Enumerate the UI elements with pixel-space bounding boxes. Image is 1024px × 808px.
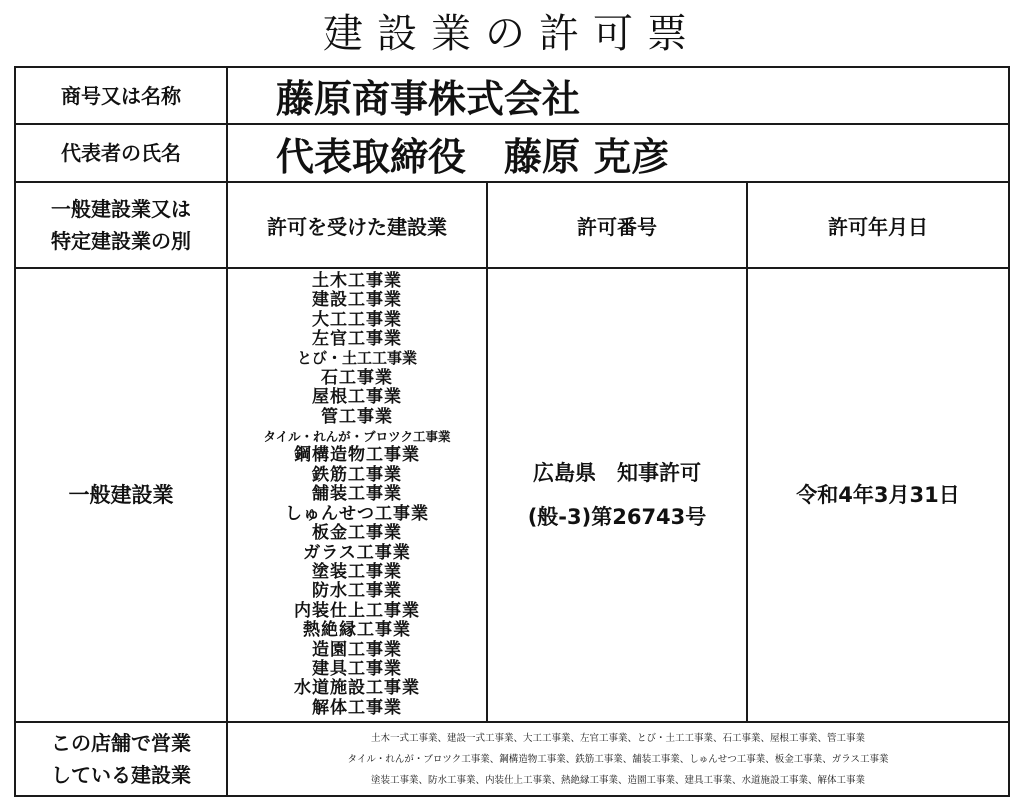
representative-value: 代表取締役 藤原 克彦 xyxy=(227,124,1009,182)
license-number-value xyxy=(487,268,747,722)
licensed-business-item: 防水工事業 xyxy=(312,581,402,602)
company-name-row xyxy=(15,67,1009,124)
category-label-line1: 一般建設業又は xyxy=(51,197,191,221)
shop-business-label xyxy=(15,722,227,796)
shop-label-line2: している建設業 xyxy=(51,763,191,787)
shop-business-line: 塗装工事業、防水工事業、内装仕上工事業、熱絶縁工事業、造園工事業、建具工事業、水道施設工事業、解体工事業 xyxy=(371,774,866,786)
licensed-business-item: タイル・れんが・ブロツク工事業 xyxy=(263,429,451,445)
licensed-business-item: ガラス工事業 xyxy=(303,542,411,563)
licensed-business-item: 建具工事業 xyxy=(312,658,402,679)
licensed-business-item: とび・土工工事業 xyxy=(296,349,417,368)
licensed-business-list xyxy=(228,272,486,718)
licensed-business-item: 大工工事業 xyxy=(312,309,402,330)
license-number-line1: 広島県 知事許可 xyxy=(533,461,701,485)
licensed-business-item: 舗装工事業 xyxy=(312,484,402,505)
representative-row xyxy=(15,124,1009,182)
licensed-business-cell xyxy=(227,268,487,722)
licensed-business-item: 板金工事業 xyxy=(312,523,402,544)
licensed-business-item: 鋼構造物工事業 xyxy=(294,445,420,466)
category-label xyxy=(15,182,227,268)
license-date-value: 令和4年3月31日 xyxy=(747,268,1009,722)
license-date-header: 許可年月日 xyxy=(747,182,1009,268)
licensed-business-item: 石工事業 xyxy=(321,367,393,388)
category-label-line2: 特定建設業の別 xyxy=(51,229,191,253)
licensed-business-header: 許可を受けた建設業 xyxy=(227,182,487,268)
representative-label: 代表者の氏名 xyxy=(15,124,227,182)
licensed-business-item: 管工事業 xyxy=(321,406,393,427)
shop-business-row xyxy=(15,722,1009,796)
licensed-business-item: 水道施設工事業 xyxy=(294,678,420,699)
licensed-business-item: 鉄筋工事業 xyxy=(312,464,402,485)
header-row xyxy=(15,182,1009,268)
licensed-business-item: 内装仕上工事業 xyxy=(294,600,420,621)
permit-table xyxy=(14,66,1010,797)
shop-business-cell xyxy=(227,722,1009,796)
licensed-business-item: 造園工事業 xyxy=(312,639,402,660)
licensed-business-item: 建設工事業 xyxy=(312,290,402,311)
licensed-business-item: 土木工事業 xyxy=(312,270,402,291)
shop-business-line: タイル・れんが・ブロツク工事業、鋼構造物工事業、鉄筋工事業、舗装工事業、しゅんせつ工事業、板金工事業、ガラス工事業 xyxy=(347,753,889,765)
page-title: 建設業の許可票 xyxy=(323,11,701,57)
license-detail-row xyxy=(15,268,1009,722)
licensed-business-item: しゅんせつ工事業 xyxy=(285,503,429,524)
licensed-business-item: 左官工事業 xyxy=(312,329,402,350)
licensed-business-item: 塗装工事業 xyxy=(312,561,402,582)
company-name-label: 商号又は名称 xyxy=(15,67,227,124)
licensed-business-item: 熱絶縁工事業 xyxy=(303,620,411,641)
company-name-value: 藤原商事株式会社 xyxy=(227,67,1009,124)
shop-business-line: 土木一式工事業、建設一式工事業、大工工事業、左官工事業、とび・土工工事業、石工事業、屋根工事業、管工事業 xyxy=(371,732,866,744)
license-number-header: 許可番号 xyxy=(487,182,747,268)
shop-label-line1: この店舗で営業 xyxy=(51,731,191,755)
licensed-business-item: 屋根工事業 xyxy=(312,387,402,408)
license-number-line2: (般-3)第26743号 xyxy=(527,505,707,529)
category-value: 一般建設業 xyxy=(15,268,227,722)
licensed-business-item: 解体工事業 xyxy=(312,697,402,718)
